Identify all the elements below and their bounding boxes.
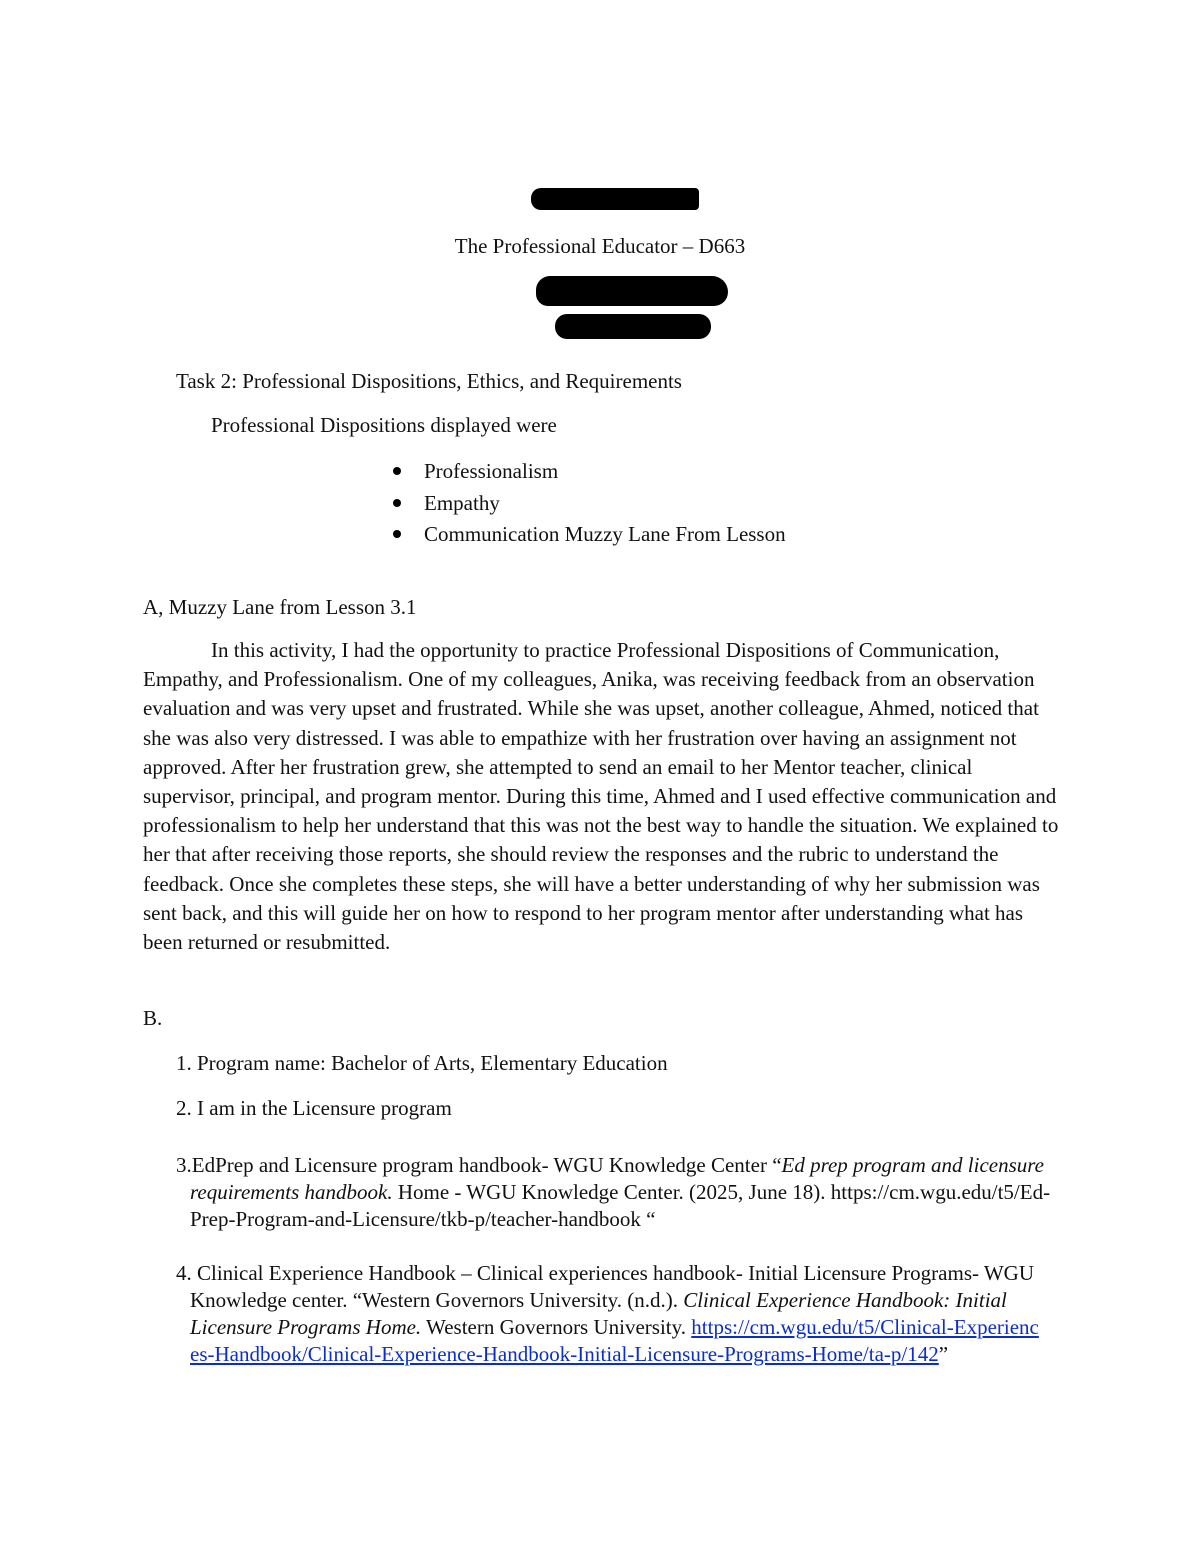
clinical-handbook-link[interactable]: https://cm.wgu.edu/t5/Clinical-Experiences-Handbook/Clinical-Experience-Handbook-Initial-Licensure-Programs-Home/ta-p/142 — [190, 1315, 1039, 1366]
ref3-title: Ed prep program and licensure requirements handbook. — [190, 1153, 1044, 1204]
list-item-program-name: 1. Program name: Bachelor of Arts, Elementary Education — [176, 1051, 668, 1075]
list-item: Professionalism — [424, 459, 559, 483]
dispositions-intro: Professional Dispositions displayed were — [211, 413, 557, 437]
ref3-suffix: Home - WGU Knowledge Center. (2025, June 18). — [392, 1180, 826, 1204]
bullet-icon — [393, 499, 401, 507]
reference-item-4 — [176, 1260, 1046, 1368]
course-title: The Professional Educator – D663 — [454, 234, 746, 258]
bullet-icon — [393, 467, 401, 475]
redacted-info-1 — [536, 276, 728, 306]
section-a-paragraph — [143, 636, 1063, 957]
redacted-info-2 — [555, 314, 711, 339]
ref4-suffix: Western Governors University. — [421, 1315, 692, 1339]
list-item: Empathy — [424, 491, 500, 515]
ref4-title: Clinical Experience Handbook: Initial Licensure Programs Home. — [190, 1288, 1007, 1339]
ref4-closing: ” — [938, 1342, 949, 1366]
section-a-heading: A, Muzzy Lane from Lesson 3.1 — [143, 595, 417, 619]
paragraph-text: In this activity, I had the opportunity to practice Professional Dispositions of Communication, Empathy, and Professionalism. One of my colleagues, Anika, was receiving feedback from an observation evaluation and was very upset and frustrated. While she was upset, another colleague, Ahmed, noticed that she was also very distressed. I was able to empathize with her frustration over having an assignment not approved. After her frustration grew, she attempted to send an email to her Mentor teacher, clinical supervisor, principal, and program mentor. During this time, Ahmed and I used effective communication and professionalism to help her understand that this was not the best way to handle the situation. We explained to her that after receiving those reports, she should review the responses and the rubric to understand the feedback. Once she completes these steps, she will have a better understanding of why her submission was sent back, and this will guide her on how to respond to her program mentor after understanding what has been returned or resubmitted. — [143, 638, 1059, 955]
reference-item-3 — [176, 1152, 1056, 1233]
task-title: Task 2: Professional Dispositions, Ethics, and Requirements — [176, 369, 682, 393]
list-item-licensure: 2. I am in the Licensure program — [176, 1096, 452, 1120]
ref3-prefix: 3.EdPrep and Licensure program handbook- WGU Knowledge Center “ — [176, 1153, 782, 1177]
ref4-prefix: 4. Clinical Experience Handbook – Clinical experiences handbook- Initial Licensure Programs- WGU Knowledge center. “Western Governors University. (n.d.). — [176, 1261, 1035, 1312]
bullet-icon — [393, 530, 401, 538]
redacted-name — [531, 188, 699, 210]
list-item: Communication Muzzy Lane From Lesson — [424, 522, 786, 546]
section-b-heading: B. — [143, 1006, 163, 1030]
ref3-url: https://cm.wgu.edu/t5/Ed-Prep-Program-and-Licensure/tkb-p/teacher-handbook “ — [190, 1180, 1051, 1231]
